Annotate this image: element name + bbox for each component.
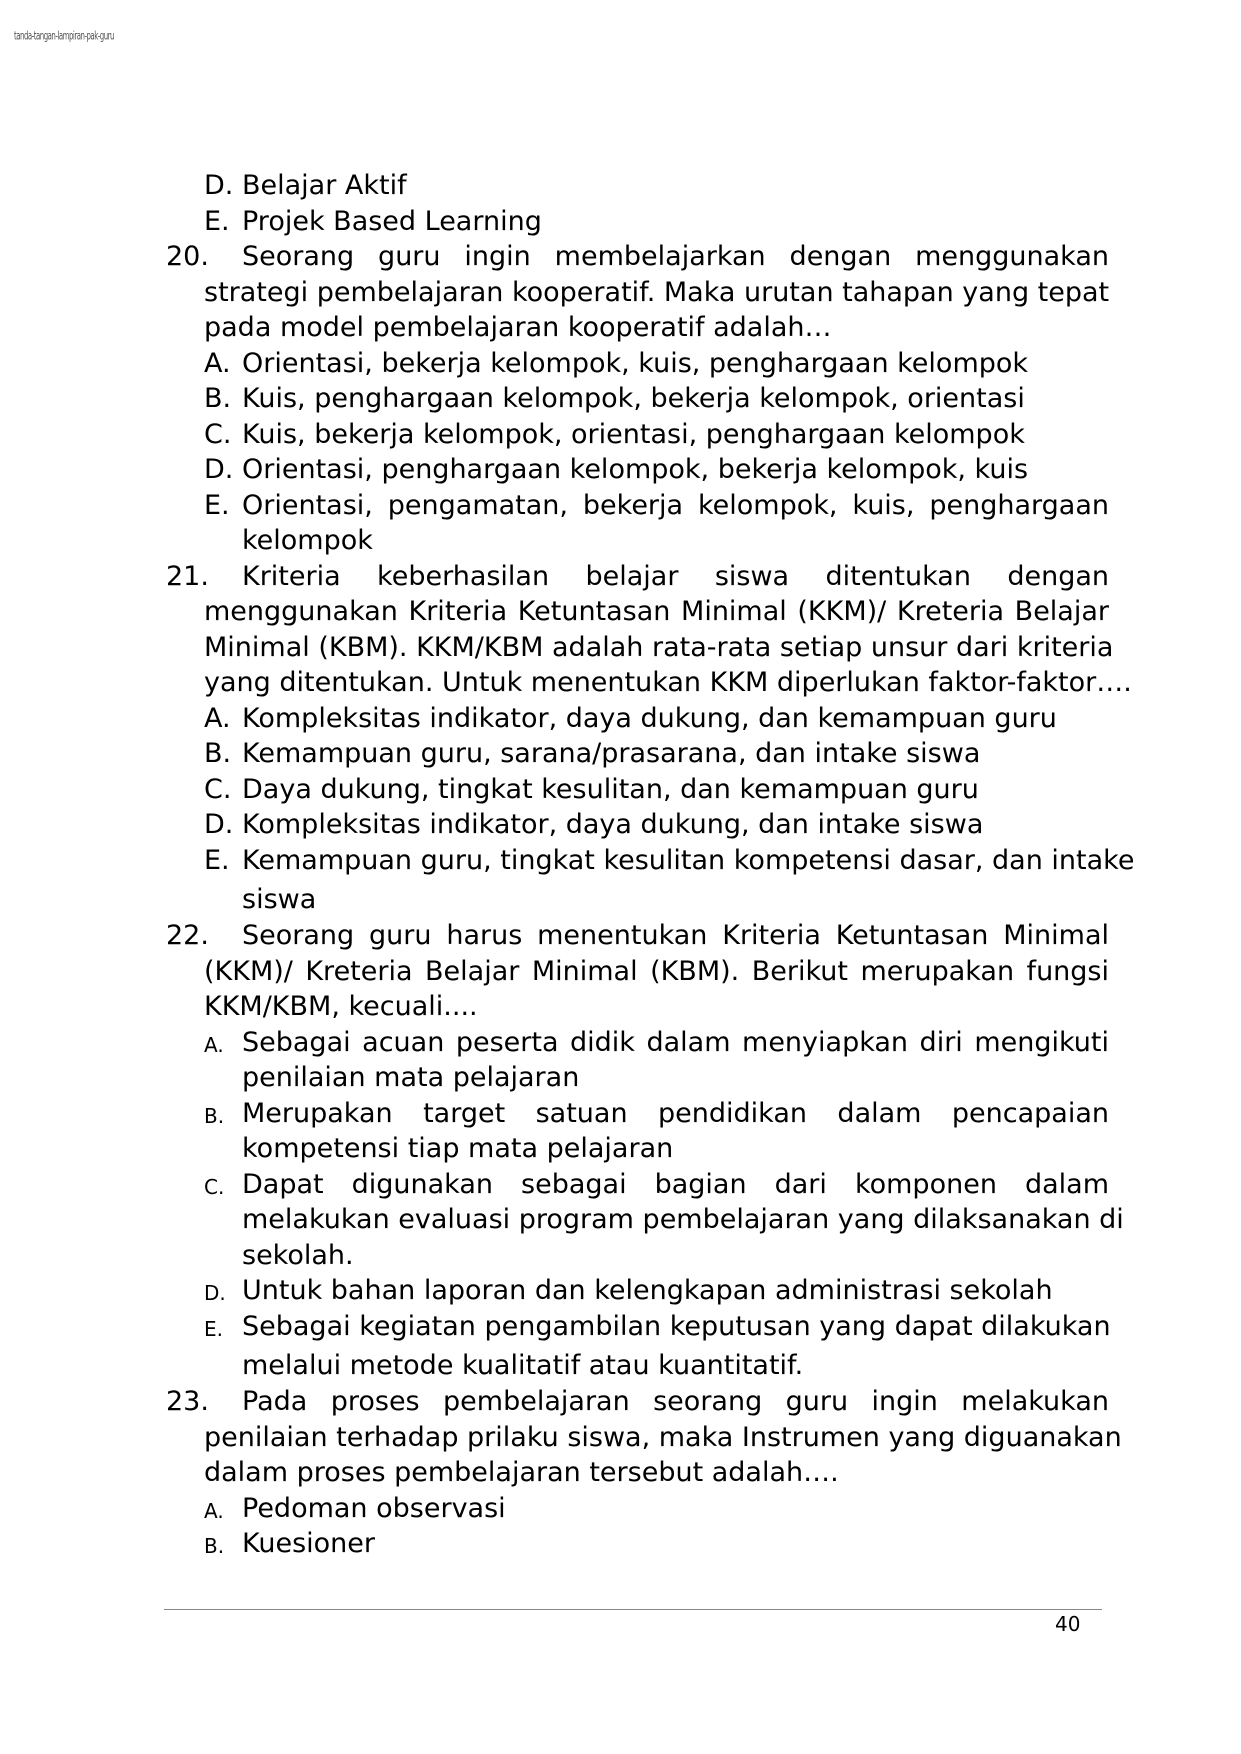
question-20-line (0, 275, 1241, 311)
question-22-line (0, 954, 1241, 990)
option-line (0, 1131, 1241, 1167)
question-22-line (0, 989, 1241, 1025)
option-line (0, 1025, 1241, 1061)
option-line (0, 168, 1241, 204)
question-text: Seorang guru ingin membelajarkan dengan menggunakan (242, 241, 1109, 272)
option-letter: A. (204, 347, 231, 379)
question-21-line (0, 630, 1241, 666)
option-letter: C. (204, 773, 232, 805)
option-line (0, 1344, 1241, 1384)
option-line (0, 417, 1241, 453)
question-22-line (0, 918, 1241, 954)
option-line (0, 1238, 1241, 1274)
question-number: 23. (166, 1386, 209, 1417)
option-letter: E. (204, 205, 230, 237)
option-line (0, 1491, 1241, 1527)
option-line (0, 772, 1241, 808)
question-text: dalam proses pembelajaran tersebut adalah…. (204, 1457, 839, 1488)
option-letter: A. (204, 702, 231, 734)
option-line (0, 1273, 1241, 1309)
option-letter: E. (204, 844, 230, 876)
option-text: Sebagai acuan peserta didik dalam menyiapkan diri mengikuti (242, 1026, 1109, 1058)
option-text: Sebagai kegiatan pengambilan keputusan yang dapat dilakukan (242, 1310, 1111, 1342)
option-letter: D. (204, 170, 234, 201)
option-letter: D. (204, 809, 234, 840)
question-text: Seorang guru harus menentukan Kriteria Ketuntasan Minimal (242, 920, 1109, 951)
question-21-line (0, 559, 1241, 595)
question-text: menggunakan Kriteria Ketuntasan Minimal (KKM)/ Kreteria Belajar (204, 596, 1109, 627)
option-line (0, 843, 1241, 879)
option-letter: C. (204, 418, 232, 450)
option-line (0, 1526, 1241, 1562)
option-letter: A. (204, 1032, 224, 1057)
option-text: Kuis, penghargaan kelompok, bekerja kelompok, orientasi (242, 383, 1025, 414)
option-line (0, 736, 1241, 772)
question-text: Pada proses pembelajaran seorang guru ingin melakukan (242, 1386, 1109, 1417)
option-text: Kuis, bekerja kelompok, orientasi, penghargaan kelompok (242, 418, 1025, 450)
option-line (0, 452, 1241, 488)
option-line (0, 1309, 1241, 1345)
option-text: melalui metode kualitatif atau kuantitatif. (242, 1350, 804, 1381)
option-text: Kompleksitas indikator, daya dukung, dan intake siswa (242, 809, 984, 840)
option-text: melakukan evaluasi program pembelajaran yang dilaksanakan di (242, 1204, 1124, 1235)
question-number: 20. (166, 241, 209, 272)
option-letter: D. (204, 1281, 226, 1305)
question-text: (KKM)/ Kreteria Belajar Minimal (KBM). Berikut merupakan fungsi (204, 955, 1109, 987)
question-text: penilaian terhadap prilaku siswa, maka Instrumen yang diguanakan (204, 1421, 1122, 1453)
option-text: Merupakan target satuan pendidikan dalam pencapaian (242, 1097, 1109, 1129)
option-line (0, 1167, 1241, 1203)
question-20-line (0, 239, 1241, 275)
option-text: Dapat digunakan sebagai bagian dari komponen dalam (242, 1168, 1109, 1200)
option-line (0, 1060, 1241, 1096)
option-line (0, 878, 1241, 918)
option-letter: B. (204, 383, 232, 414)
option-letter: B. (204, 1103, 225, 1128)
question-text: Minimal (KBM). KKM/KBM adalah rata-rata setiap unsur dari kriteria (204, 631, 1114, 663)
option-text: Daya dukung, tingkat kesulitan, dan kemampuan guru (242, 773, 979, 805)
option-text: Kompleksitas indikator, daya dukung, dan kemampuan guru (242, 702, 1057, 734)
option-line (0, 381, 1241, 417)
question-21-line (0, 594, 1241, 630)
question-23-line (0, 1420, 1241, 1456)
option-text: Kemampuan guru, tingkat kesulitan kompetensi dasar, dan intake (242, 844, 1135, 876)
option-text: Kuesioner (242, 1528, 375, 1559)
page-number: 40 (1055, 1612, 1081, 1636)
question-number: 21. (166, 560, 209, 592)
question-text: Kriteria keberhasilan belajar siswa ditentukan dengan (242, 560, 1109, 592)
question-text: yang ditentukan. Untuk menentukan KKM diperlukan faktor-faktor…. (204, 667, 1132, 698)
document-body (0, 168, 1241, 1562)
option-text: Orientasi, penghargaan kelompok, bekerja kelompok, kuis (242, 454, 1029, 485)
option-letter: C. (204, 1174, 225, 1199)
question-21-line (0, 665, 1241, 701)
option-text: penilaian mata pelajaran (242, 1062, 580, 1093)
option-line (0, 1202, 1241, 1238)
option-text: Belajar Aktif (242, 170, 407, 201)
option-line (0, 346, 1241, 382)
header-stamp: tanda-tangan-lampiran-pak-guru (14, 30, 114, 43)
option-line (0, 204, 1241, 240)
option-text: siswa (242, 884, 317, 915)
question-text: KKM/KBM, kecuali.... (204, 991, 478, 1022)
option-text: kelompok (242, 525, 373, 556)
option-text: Untuk bahan laporan dan kelengkapan administrasi sekolah (242, 1275, 1053, 1306)
option-text: Projek Based Learning (242, 205, 542, 237)
question-23-line (0, 1455, 1241, 1491)
option-text: Orientasi, pengamatan, bekerja kelompok, kuis, penghargaan (242, 489, 1109, 521)
option-letter: B. (204, 1534, 225, 1558)
option-line (0, 523, 1241, 559)
question-text: pada model pembelajaran kooperatif adalah… (204, 312, 832, 343)
question-20-line (0, 310, 1241, 346)
footer-divider (164, 1609, 1102, 1610)
question-number: 22. (166, 920, 209, 951)
option-line (0, 807, 1241, 843)
option-letter: E. (204, 1316, 223, 1341)
option-line (0, 1096, 1241, 1132)
option-letter: D. (204, 454, 234, 485)
option-text: sekolah. (242, 1239, 354, 1271)
option-text: Kemampuan guru, sarana/prasarana, dan intake siswa (242, 738, 981, 769)
option-text: Orientasi, bekerja kelompok, kuis, penghargaan kelompok (242, 347, 1029, 379)
option-line (0, 488, 1241, 524)
option-letter: E. (204, 489, 230, 521)
option-letter: A. (204, 1498, 224, 1523)
option-letter: B. (204, 738, 232, 769)
option-text: Pedoman observasi (242, 1492, 506, 1524)
question-text: strategi pembelajaran kooperatif. Maka urutan tahapan yang tepat (204, 276, 1110, 308)
option-text: kompetensi tiap mata pelajaran (242, 1133, 674, 1164)
option-line (0, 701, 1241, 737)
question-23-line (0, 1384, 1241, 1420)
